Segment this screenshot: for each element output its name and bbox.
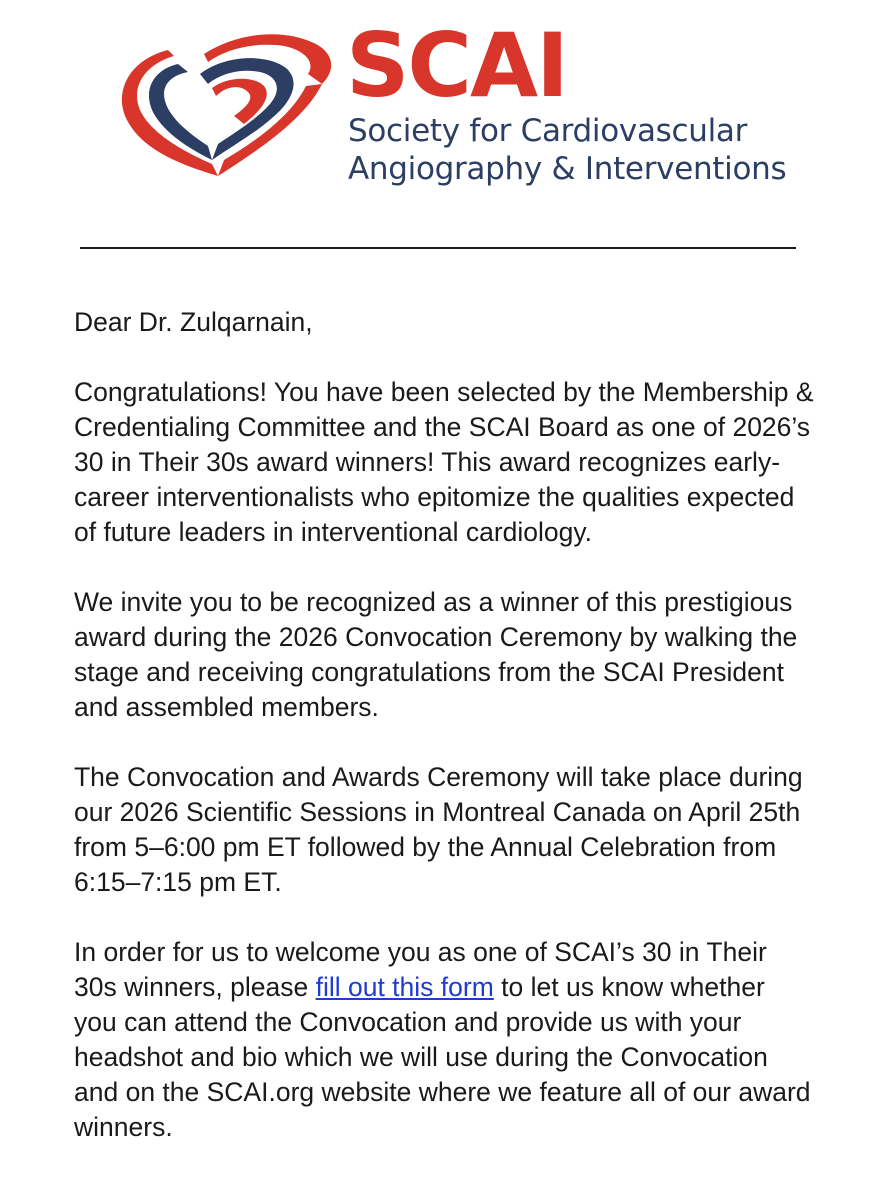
letter-body	[74, 305, 814, 1180]
scai-logo-wordmark: SCAI	[346, 14, 567, 117]
salutation: Dear Dr. Zulqarnain,	[74, 307, 313, 337]
scai-heart-logo-icon	[108, 14, 336, 184]
form-request-text-after: to let us know whether you can attend the Convocation and provide us with your headshot and bio which we will use during the Convocation and on the SCAI.org website where we feature all of our award winners.	[74, 972, 811, 1142]
paragraph-invitation: We invite you to be recognized as a winner of this prestigious award during the 2026 Convocation Ceremony by walking the stage and receiving congratulations from the SCAI President and assembled members.	[74, 587, 798, 722]
paragraph-congratulations: Congratulations! You have been selected by the Membership & Credentialing Committee and the SCAI Board as one of 2026’s 30 in Their 30s award winners! This award recognizes early-career interventionalists who epitomize the qualities expected of future leaders in interventional cardiology.	[74, 377, 814, 547]
org-name-line-1: Society for Cardiovascular	[348, 113, 748, 149]
form-request-text-before: In order for us to welcome you as one of SCAI’s 30 in Their 30s winners, please	[74, 937, 767, 1002]
org-name-line-2: Angiography & Interventions	[348, 151, 787, 187]
paragraph-ceremony-details: The Convocation and Awards Ceremony will take place during our 2026 Scientific Sessions in Montreal Canada on April 25th from 5–6:00 pm ET followed by the Annual Celebration from 6:15–7:15 pm ET.	[74, 762, 803, 897]
email-header	[0, 0, 877, 240]
paragraph-form-request	[74, 935, 814, 1145]
fill-out-form-link[interactable]: fill out this form	[315, 972, 494, 1002]
header-divider	[80, 247, 796, 249]
